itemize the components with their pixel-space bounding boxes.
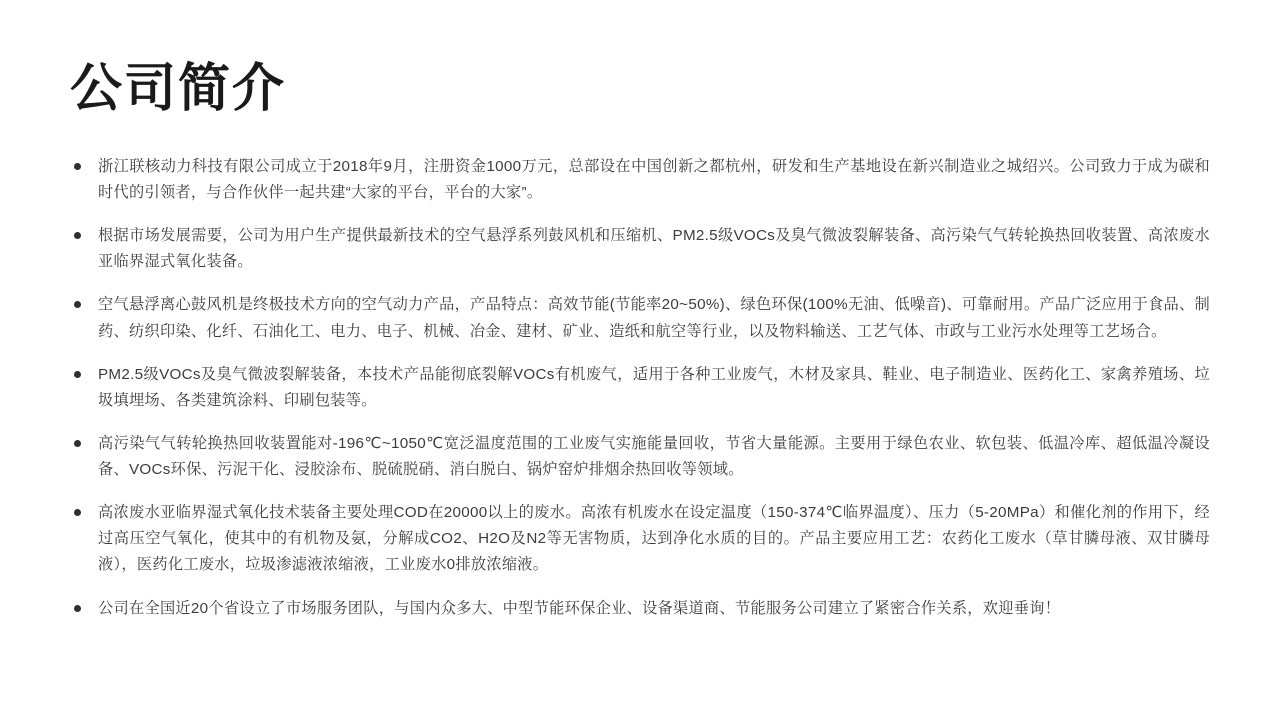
list-item: [70, 500, 1210, 578]
bullet-dot-icon: [74, 371, 81, 378]
list-item: [70, 154, 1210, 206]
company-intro-bullet-list: [70, 154, 1210, 622]
list-item-text: 空气悬浮离心鼓风机是终极技术方向的空气动力产品，产品特点：高效节能(节能率20~50%)、绿色环保(100%无油、低噪音)、可靠耐用。产品广泛应用于食品、制药、纺织印染、化纤、石油化工、电力、电子、机械、冶金、建材、矿业、造纸和航空等行业，以及物料输送、工艺气体、市政与工业污水处理等工艺场合。: [98, 296, 1210, 340]
list-item: [70, 431, 1210, 483]
bullet-dot-icon: [74, 509, 81, 516]
list-item-text: 公司在全国近20个省设立了市场服务团队，与国内众多大、中型节能环保企业、设备渠道商、节能服务公司建立了紧密合作关系，欢迎垂询！: [98, 599, 1061, 617]
list-item: [70, 596, 1210, 622]
bullet-dot-icon: [74, 301, 81, 308]
list-item: [70, 362, 1210, 414]
list-item-text: 浙江联核动力科技有限公司成立于2018年9月，注册资金1000万元，总部设在中国创新之都杭州，研发和生产基地设在新兴制造业之城绍兴。公司致力于成为碳和时代的引领者，与合作伙伴一起共建“大家的平台，平台的大家”。: [98, 157, 1210, 201]
bullet-dot-icon: [74, 232, 81, 239]
bullet-dot-icon: [74, 163, 81, 170]
list-item: [70, 292, 1210, 344]
list-item-text: 高浓废水亚临界湿式氧化技术装备主要处理COD在20000以上的废水。高浓有机废水在设定温度（150-374℃临界温度）、压力（5-20MPa）和催化剂的作用下，经过高压空气氧化，使其中的有机物及氨，分解成CO2、H2O及N2等无害物质，达到净化水质的目的。产品主要应用工艺：农药化工废水（草甘膦母液、双甘膦母液），医药化工废水，垃圾渗滤液浓缩液，工业废水0排放浓缩液。: [98, 504, 1210, 574]
page-title: 公司简介: [70, 60, 287, 118]
list-item-text: 高污染气气转轮换热回收装置能对-196℃~1050℃宽泛温度范围的工业废气实施能量回收，节省大量能源。主要用于绿色农业、软包装、低温冷库、超低温冷凝设备、VOCs环保、污泥干化、浸胶涂布、脱硫脱硝、消白脱白、锅炉窑炉排烟余热回收等领域。: [98, 434, 1210, 479]
list-item: [70, 223, 1210, 275]
bullet-dot-icon: [74, 605, 81, 612]
list-item-text: 根据市场发展需要，公司为用户生产提供最新技术的空气悬浮系列鼓风机和压缩机、PM2.5级VOCs及臭气微波裂解装备、高污染气气转轮换热回收装置、高浓废水亚临界湿式氧化装备。: [98, 227, 1210, 271]
list-item-text: PM2.5级VOCs及臭气微波裂解装备，本技术产品能彻底裂解VOCs有机废气，适用于各种工业废气，木材及家具、鞋业、电子制造业、医药化工、家禽养殖场、垃圾填埋场、各类建筑涂料、印刷包装等。: [98, 365, 1210, 409]
bullet-dot-icon: [74, 440, 81, 447]
